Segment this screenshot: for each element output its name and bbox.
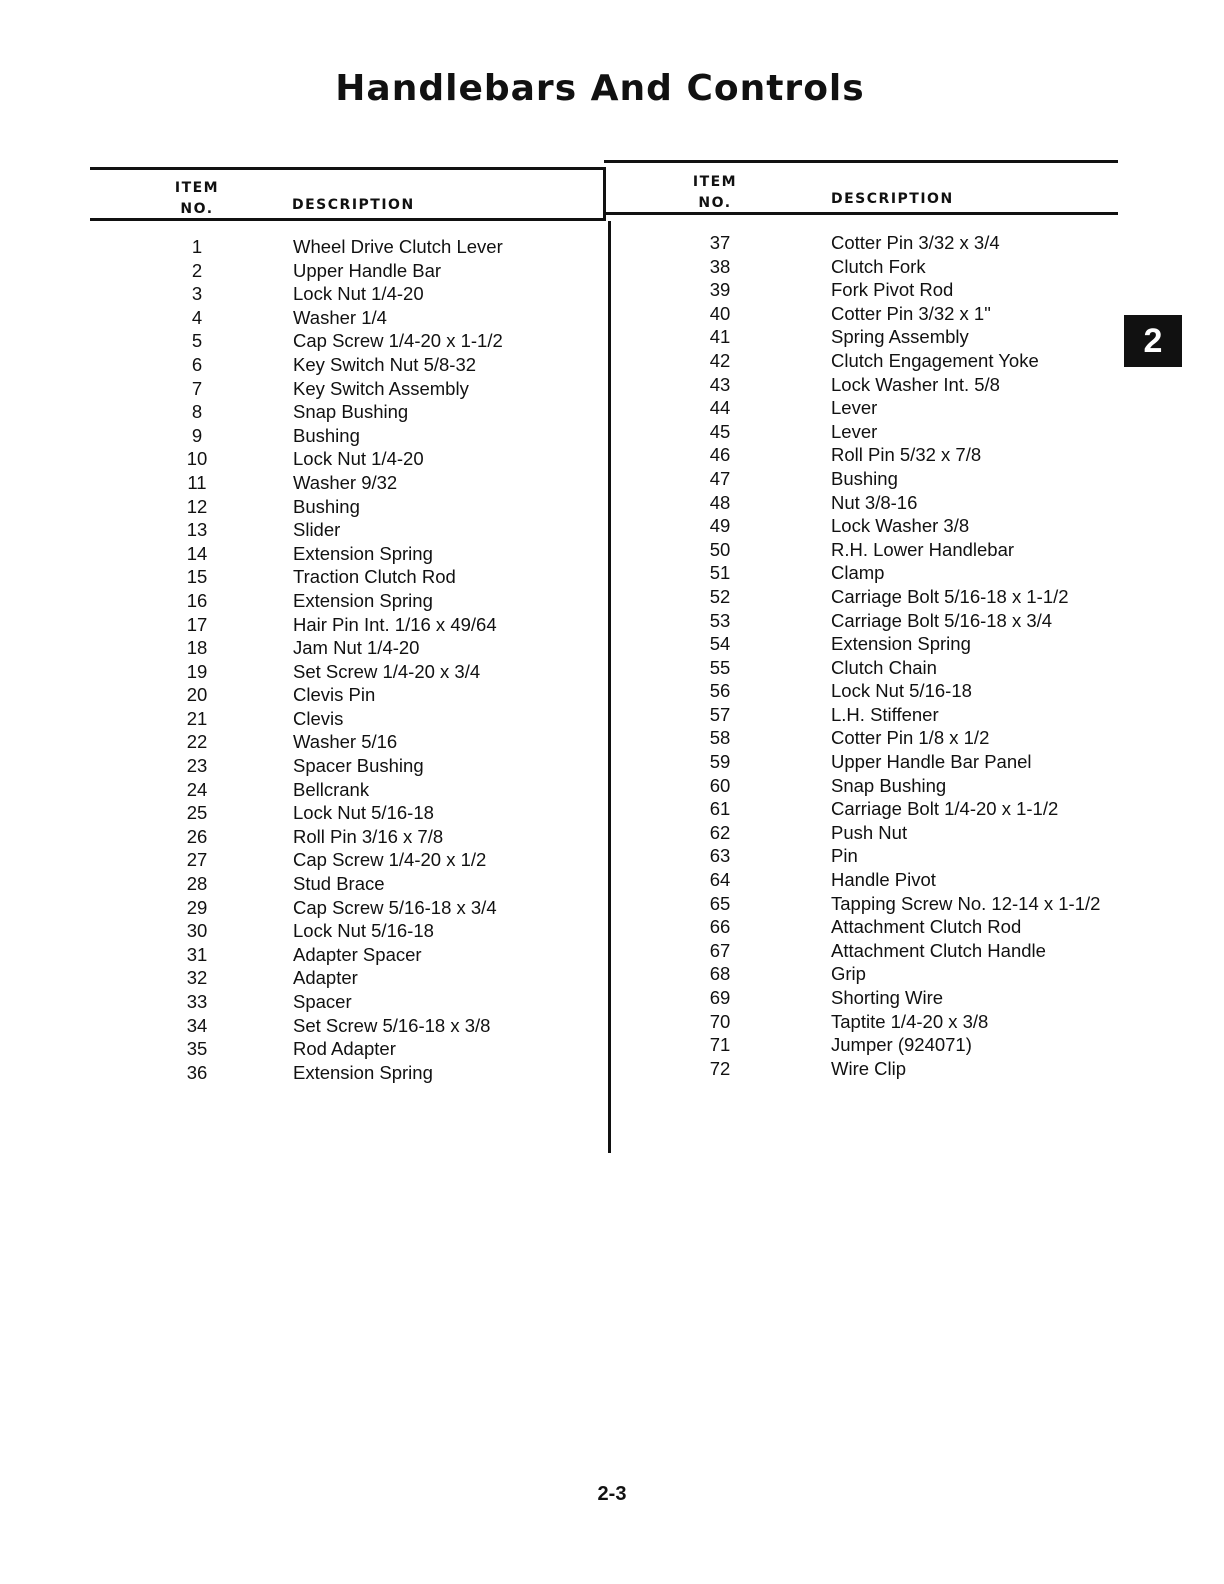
item-number: 14 bbox=[186, 542, 208, 564]
item-number: 65 bbox=[709, 892, 731, 914]
list-item bbox=[698, 373, 1118, 397]
list-item bbox=[698, 986, 1118, 1010]
item-number: 55 bbox=[709, 656, 731, 678]
item-description: Extension Spring bbox=[831, 633, 971, 655]
list-item bbox=[698, 821, 1118, 845]
item-description: Hair Pin Int. 1/16 x 49/64 bbox=[293, 613, 497, 635]
list-item bbox=[175, 990, 595, 1014]
right-header-bottom-rule bbox=[604, 212, 1118, 215]
item-number: 62 bbox=[709, 821, 731, 843]
item-description: Bellcrank bbox=[293, 778, 370, 800]
item-number: 20 bbox=[186, 684, 208, 706]
item-number: 1 bbox=[191, 236, 203, 257]
item-number: 13 bbox=[186, 519, 208, 541]
item-number: 12 bbox=[186, 495, 208, 517]
list-item bbox=[175, 896, 595, 920]
list-item bbox=[175, 589, 595, 613]
list-item bbox=[698, 302, 1118, 326]
list-item bbox=[175, 778, 595, 802]
right-parts-list bbox=[698, 231, 1118, 1080]
item-description: Cotter Pin 3/32 x 1" bbox=[831, 302, 991, 324]
item-number: 30 bbox=[186, 920, 208, 942]
right-header-top-rule bbox=[604, 160, 1118, 163]
item-description: Upper Handle Bar bbox=[293, 259, 442, 281]
item-description: Clevis bbox=[293, 707, 344, 729]
item-description: Fork Pivot Rod bbox=[831, 279, 954, 301]
item-number: 42 bbox=[709, 349, 731, 371]
list-item bbox=[698, 609, 1118, 633]
item-number: 27 bbox=[186, 849, 208, 871]
item-number: 17 bbox=[186, 613, 208, 635]
item-number: 66 bbox=[709, 916, 731, 938]
list-item bbox=[175, 329, 595, 353]
item-number: 70 bbox=[709, 1010, 731, 1032]
item-description: Extension Spring bbox=[293, 542, 433, 564]
item-description: Lock Washer 3/8 bbox=[831, 515, 970, 537]
item-number: 48 bbox=[709, 491, 731, 513]
list-item bbox=[175, 447, 595, 471]
item-number: 52 bbox=[709, 585, 731, 607]
item-description: Attachment Clutch Rod bbox=[831, 916, 1022, 938]
item-number: 57 bbox=[709, 703, 731, 725]
item-description: Clutch Chain bbox=[831, 656, 937, 678]
list-item bbox=[698, 491, 1118, 515]
right-item-header-line2: NO. bbox=[698, 195, 732, 211]
list-item bbox=[175, 872, 595, 896]
item-number: 45 bbox=[709, 420, 731, 442]
item-description: Lock Washer Int. 5/8 bbox=[831, 373, 1000, 395]
list-item bbox=[175, 754, 595, 778]
item-description: Wire Clip bbox=[831, 1057, 907, 1079]
item-description: Jumper (924071) bbox=[831, 1034, 972, 1056]
item-number: 33 bbox=[186, 991, 208, 1012]
item-number: 35 bbox=[186, 1038, 208, 1060]
left-header-top-rule bbox=[90, 167, 604, 170]
list-item bbox=[175, 542, 595, 566]
item-number: 49 bbox=[709, 515, 731, 537]
page-number: 2-3 bbox=[597, 1483, 627, 1505]
item-description: Jam Nut 1/4-20 bbox=[293, 637, 420, 659]
item-number: 18 bbox=[186, 637, 208, 659]
item-number: 56 bbox=[709, 680, 731, 702]
list-item bbox=[175, 801, 595, 825]
item-description: Key Switch Nut 5/8-32 bbox=[293, 353, 477, 375]
item-number: 9 bbox=[191, 424, 203, 446]
list-item bbox=[698, 892, 1118, 916]
item-number: 24 bbox=[186, 778, 208, 800]
left-description-header: DESCRIPTION bbox=[292, 197, 415, 213]
item-number: 22 bbox=[186, 731, 208, 753]
list-item bbox=[175, 1037, 595, 1061]
item-number: 2 bbox=[191, 259, 203, 281]
item-description: Attachment Clutch Handle bbox=[831, 939, 1046, 961]
right-item-header-line1: ITEM bbox=[692, 174, 738, 190]
item-description: Spacer Bushing bbox=[293, 755, 424, 777]
list-item bbox=[175, 919, 595, 943]
item-number: 59 bbox=[709, 751, 731, 773]
item-description: Adapter Spacer bbox=[293, 943, 422, 965]
item-description: Bushing bbox=[293, 424, 360, 446]
item-description: Lock Nut 5/16-18 bbox=[293, 920, 434, 942]
item-number: 43 bbox=[709, 373, 731, 395]
item-description: Handle Pivot bbox=[831, 869, 936, 891]
item-description: Set Screw 5/16-18 x 3/8 bbox=[293, 1014, 491, 1036]
list-item bbox=[698, 278, 1118, 302]
item-description: Pin bbox=[831, 845, 858, 867]
item-description: Grip bbox=[831, 963, 866, 985]
item-number: 6 bbox=[191, 353, 203, 375]
left-parts-list bbox=[175, 235, 595, 1084]
item-number: 3 bbox=[191, 283, 203, 305]
item-description: Cap Screw 5/16-18 x 3/4 bbox=[293, 896, 497, 918]
item-number: 34 bbox=[186, 1014, 208, 1036]
item-description: Snap Bushing bbox=[831, 774, 947, 796]
item-description: Shorting Wire bbox=[831, 987, 944, 1008]
item-description: Bushing bbox=[831, 467, 898, 489]
item-number: 60 bbox=[709, 774, 731, 796]
list-item bbox=[175, 825, 595, 849]
item-description: R.H. Lower Handlebar bbox=[831, 538, 1015, 560]
list-item bbox=[698, 1057, 1118, 1081]
list-item bbox=[698, 585, 1118, 609]
item-number: 32 bbox=[186, 967, 208, 989]
item-number: 72 bbox=[709, 1057, 731, 1079]
list-item bbox=[698, 255, 1118, 279]
item-description: Washer 5/16 bbox=[293, 731, 398, 753]
item-number: 54 bbox=[709, 633, 731, 655]
list-item bbox=[698, 962, 1118, 986]
left-item-header-line2: NO. bbox=[180, 201, 214, 217]
list-item bbox=[698, 561, 1118, 585]
item-description: L.H. Stiffener bbox=[831, 703, 939, 725]
item-number: 21 bbox=[186, 707, 208, 729]
item-description: Clamp bbox=[831, 562, 885, 584]
list-item bbox=[175, 235, 595, 259]
list-item bbox=[698, 915, 1118, 939]
list-item bbox=[698, 1010, 1118, 1034]
item-description: Push Nut bbox=[831, 821, 908, 843]
item-number: 10 bbox=[186, 448, 208, 470]
list-item bbox=[698, 514, 1118, 538]
list-item bbox=[175, 943, 595, 967]
item-description: Cotter Pin 1/8 x 1/2 bbox=[831, 727, 990, 749]
item-number: 53 bbox=[709, 609, 731, 631]
list-item bbox=[175, 636, 595, 660]
item-number: 5 bbox=[191, 330, 203, 352]
item-description: Roll Pin 5/32 x 7/8 bbox=[831, 444, 982, 466]
list-item bbox=[698, 420, 1118, 444]
list-item bbox=[698, 726, 1118, 750]
list-item bbox=[698, 467, 1118, 491]
list-item bbox=[698, 679, 1118, 703]
list-item bbox=[698, 750, 1118, 774]
item-number: 15 bbox=[186, 566, 208, 588]
list-item bbox=[698, 538, 1118, 562]
list-item bbox=[698, 656, 1118, 680]
list-item bbox=[175, 730, 595, 754]
item-description: Bushing bbox=[293, 495, 360, 517]
item-description: Roll Pin 3/16 x 7/8 bbox=[293, 825, 444, 847]
item-number: 63 bbox=[709, 845, 731, 867]
item-number: 7 bbox=[191, 377, 203, 399]
item-number: 67 bbox=[709, 939, 731, 961]
item-description: Carriage Bolt 5/16-18 x 3/4 bbox=[831, 609, 1053, 631]
item-number: 19 bbox=[186, 660, 208, 682]
item-description: Spring Assembly bbox=[831, 326, 969, 348]
item-number: 41 bbox=[709, 326, 731, 348]
item-number: 31 bbox=[186, 943, 208, 965]
item-number: 51 bbox=[709, 562, 731, 584]
item-description: Spacer bbox=[293, 991, 352, 1012]
item-description: Cap Screw 1/4-20 x 1-1/2 bbox=[293, 330, 503, 352]
list-item bbox=[175, 565, 595, 589]
item-description: Lever bbox=[831, 420, 878, 442]
item-number: 16 bbox=[186, 589, 208, 611]
list-item bbox=[175, 848, 595, 872]
list-item bbox=[175, 683, 595, 707]
list-item bbox=[698, 443, 1118, 467]
list-item bbox=[698, 868, 1118, 892]
item-number: 64 bbox=[709, 869, 731, 891]
list-item bbox=[698, 1033, 1118, 1057]
item-description: Upper Handle Bar Panel bbox=[831, 751, 1032, 773]
list-item bbox=[175, 495, 595, 519]
item-description: Stud Brace bbox=[293, 873, 385, 895]
item-description: Set Screw 1/4-20 x 3/4 bbox=[293, 660, 481, 682]
item-number: 38 bbox=[709, 255, 731, 277]
item-description: Rod Adapter bbox=[293, 1038, 396, 1060]
item-number: 47 bbox=[709, 467, 731, 489]
item-description: Clutch Fork bbox=[831, 255, 926, 277]
list-item bbox=[175, 471, 595, 495]
item-description: Nut 3/8-16 bbox=[831, 491, 918, 513]
column-divider-lower bbox=[608, 221, 611, 1153]
item-description: Cotter Pin 3/32 x 3/4 bbox=[831, 232, 1000, 253]
list-item bbox=[175, 1014, 595, 1038]
list-item bbox=[698, 349, 1118, 373]
list-item bbox=[175, 377, 595, 401]
item-number: 50 bbox=[709, 538, 731, 560]
item-number: 29 bbox=[186, 896, 208, 918]
list-item bbox=[175, 424, 595, 448]
item-number: 58 bbox=[709, 727, 731, 749]
item-description: Cap Screw 1/4-20 x 1/2 bbox=[293, 849, 487, 871]
item-description: Lock Nut 1/4-20 bbox=[293, 283, 424, 305]
item-number: 11 bbox=[187, 471, 207, 493]
list-item bbox=[698, 396, 1118, 420]
item-description: Extension Spring bbox=[293, 589, 433, 611]
item-description: Washer 9/32 bbox=[293, 471, 398, 493]
list-item bbox=[175, 400, 595, 424]
left-item-no-header bbox=[172, 178, 222, 220]
list-item bbox=[698, 231, 1118, 255]
list-item bbox=[175, 613, 595, 637]
item-description: Clutch Engagement Yoke bbox=[831, 349, 1039, 371]
left-item-header-line1: ITEM bbox=[174, 180, 220, 196]
item-description: Taptite 1/4-20 x 3/8 bbox=[831, 1010, 989, 1032]
item-number: 25 bbox=[186, 802, 208, 824]
item-number: 39 bbox=[709, 279, 731, 301]
list-item bbox=[175, 660, 595, 684]
list-item bbox=[175, 707, 595, 731]
item-description: Extension Spring bbox=[293, 1061, 433, 1083]
item-number: 61 bbox=[709, 798, 731, 820]
item-description: Lever bbox=[831, 397, 878, 419]
item-description: Wheel Drive Clutch Lever bbox=[293, 236, 503, 257]
item-description: Snap Bushing bbox=[293, 401, 409, 423]
right-item-no-header bbox=[690, 172, 740, 214]
list-item bbox=[698, 703, 1118, 727]
list-item bbox=[175, 518, 595, 542]
list-item bbox=[698, 774, 1118, 798]
list-item bbox=[698, 797, 1118, 821]
right-description-header: DESCRIPTION bbox=[831, 191, 954, 207]
list-item bbox=[175, 1061, 595, 1085]
item-description: Lock Nut 1/4-20 bbox=[293, 448, 424, 470]
item-number: 71 bbox=[709, 1034, 731, 1056]
item-number: 8 bbox=[191, 401, 203, 423]
item-description: Key Switch Assembly bbox=[293, 377, 469, 399]
item-description: Carriage Bolt 1/4-20 x 1-1/2 bbox=[831, 798, 1059, 820]
item-number: 37 bbox=[709, 232, 731, 253]
list-item bbox=[698, 844, 1118, 868]
item-description: Lock Nut 5/16-18 bbox=[831, 680, 972, 702]
section-tab: 2 bbox=[1124, 315, 1182, 367]
item-description: Adapter bbox=[293, 967, 358, 989]
list-item bbox=[175, 282, 595, 306]
list-item bbox=[175, 306, 595, 330]
list-item bbox=[175, 259, 595, 283]
item-description: Washer 1/4 bbox=[293, 306, 387, 328]
item-number: 36 bbox=[186, 1061, 208, 1083]
left-header-bottom-rule bbox=[90, 218, 604, 221]
item-number: 28 bbox=[186, 873, 208, 895]
item-number: 40 bbox=[709, 302, 731, 324]
item-number: 69 bbox=[709, 987, 731, 1008]
list-item bbox=[698, 939, 1118, 963]
item-description: Clevis Pin bbox=[293, 684, 376, 706]
item-number: 4 bbox=[191, 306, 203, 328]
item-number: 46 bbox=[709, 444, 731, 466]
list-item bbox=[175, 353, 595, 377]
page-title: Handlebars And Controls bbox=[335, 68, 865, 109]
item-description: Tapping Screw No. 12-14 x 1-1/2 bbox=[831, 892, 1101, 914]
list-item bbox=[698, 632, 1118, 656]
item-description: Lock Nut 5/16-18 bbox=[293, 802, 434, 824]
item-description: Slider bbox=[293, 519, 341, 541]
item-number: 68 bbox=[709, 963, 731, 985]
item-number: 23 bbox=[186, 755, 208, 777]
item-number: 26 bbox=[186, 825, 208, 847]
item-number: 44 bbox=[709, 397, 731, 419]
list-item bbox=[698, 325, 1118, 349]
item-description: Traction Clutch Rod bbox=[293, 566, 456, 588]
item-description: Carriage Bolt 5/16-18 x 1-1/2 bbox=[831, 585, 1069, 607]
list-item bbox=[175, 966, 595, 990]
